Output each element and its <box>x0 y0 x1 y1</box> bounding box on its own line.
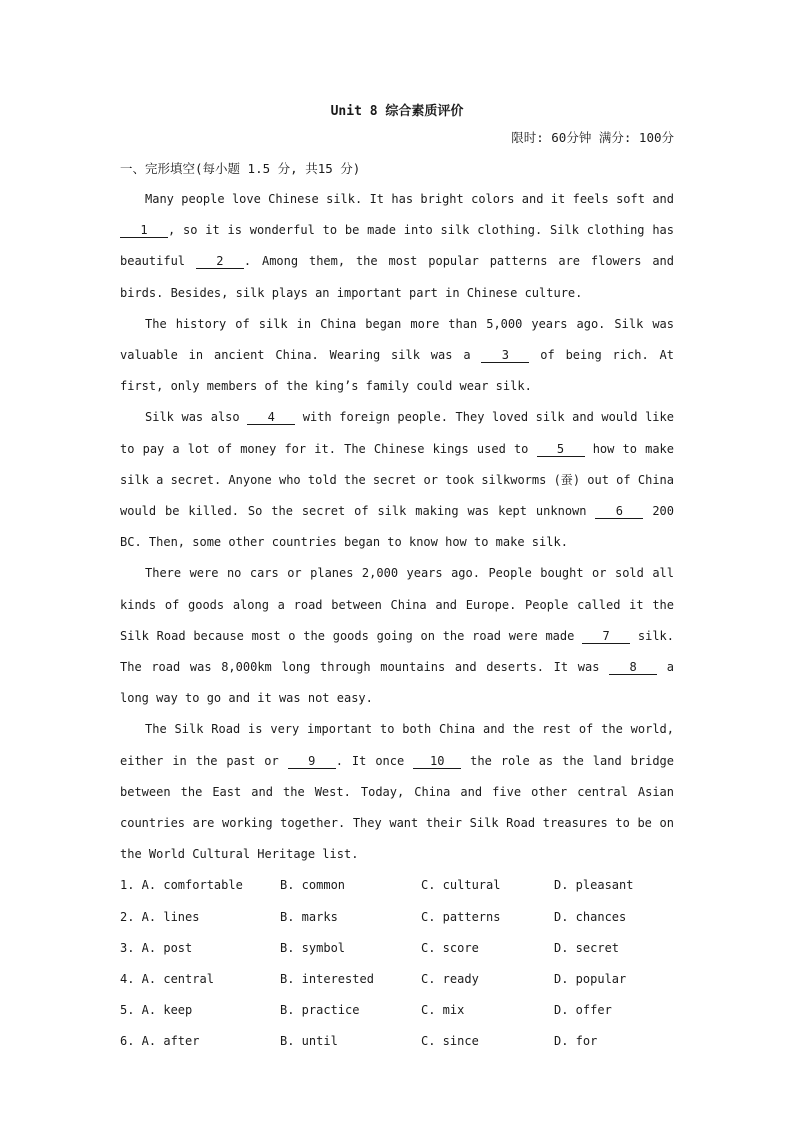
document-page <box>120 100 674 1058</box>
blank-8: 8 <box>609 660 657 675</box>
blank-2: 2 <box>196 254 244 269</box>
question-options-row <box>120 995 674 1026</box>
option-d: D. pleasant <box>554 878 634 893</box>
passage-paragraph-3 <box>120 402 674 558</box>
option-c: C. cultural <box>421 878 501 893</box>
page-title: Unit 8 综合素质评价 <box>330 104 464 119</box>
passage-text: The Silk Road is very important to both China and the rest of the world, either in the past or <box>120 722 674 768</box>
blank-1: 1 <box>120 223 168 238</box>
passage-text: how to make silk a secret. Anyone who told the secret or took silkworms (蚕) out of China would be killed. So the secret of silk making was kept unknown <box>120 441 675 519</box>
passage-paragraph-5 <box>120 714 674 870</box>
question-options-row <box>120 1026 674 1057</box>
blank-4: 4 <box>247 410 295 425</box>
option-b: B. practice <box>280 1003 360 1018</box>
option-b: B. marks <box>280 909 338 924</box>
option-a: 6. A. after <box>120 1034 200 1049</box>
option-a: 5. A. keep <box>120 1003 193 1018</box>
passage-text: Many people love Chinese silk. It has bright colors and it feels soft and <box>145 192 674 206</box>
passage-text: Silk was also <box>145 410 248 425</box>
passage-text: of being rich. At first, only members of the king’s family could wear silk. <box>120 348 674 394</box>
passage-text: a long way to go and it was not easy. <box>120 660 675 706</box>
option-b: B. interested <box>280 972 374 987</box>
option-d: D. offer <box>554 1003 612 1018</box>
passage-text: There were no cars or planes 2,000 years ago. People bought or sold all kinds of goods along a road between China and Europe. People called it the Silk Road because most o the goods going on the road were made <box>120 566 674 643</box>
option-d: D. chances <box>554 909 627 924</box>
question-options-row <box>120 902 674 933</box>
time-score-info: 限时: 60分钟 满分: 100分 <box>511 130 674 145</box>
section-heading: 一、完形填空(每小题 1.5 分, 共15 分) <box>120 161 361 176</box>
passage-text: the role as the land bridge between the East and the West. Today, China and five other central Asian countries are working together. They want their Silk Road treasures to be on the World Cultural Heritage list. <box>120 753 674 862</box>
blank-10: 10 <box>413 754 461 769</box>
option-d: D. popular <box>554 972 627 987</box>
passage-text: The history of silk in China began more than 5,000 years ago. Silk was valuable in ancient China. Wearing silk was a <box>120 316 674 363</box>
blank-6: 6 <box>595 504 643 519</box>
passage-text: . It once <box>335 753 414 768</box>
option-c: C. score <box>421 940 479 955</box>
blank-9: 9 <box>288 754 336 769</box>
passage-text: silk. The road was 8,000km long through mountains and deserts. It was <box>120 628 674 675</box>
option-b: B. common <box>280 878 346 893</box>
option-a: 4. A. central <box>120 972 214 987</box>
blank-7: 7 <box>582 629 630 644</box>
passage-text: with foreign people. They loved silk and would like to pay a lot of money for it. The Chinese kings used to <box>120 410 674 456</box>
passage-paragraph-4 <box>120 558 674 714</box>
option-c: C. since <box>421 1034 479 1049</box>
option-d: D. for <box>554 1034 598 1049</box>
option-a: 3. A. post <box>120 940 193 955</box>
option-d: D. secret <box>554 940 620 955</box>
question-options-row <box>120 870 674 901</box>
passage-text: , so it is wonderful to be made into silk clothing. Silk clothing has beautiful <box>120 223 674 269</box>
option-c: C. patterns <box>421 909 501 924</box>
option-c: C. ready <box>421 972 479 987</box>
passage-paragraph-1 <box>120 184 674 309</box>
option-b: B. until <box>280 1034 338 1049</box>
answer-options-list <box>120 870 674 1057</box>
question-options-row <box>120 933 674 964</box>
option-a: 1. A. comfortable <box>120 878 243 893</box>
blank-5: 5 <box>537 442 585 457</box>
passage-text: 200 BC. Then, some other countries began to know how to make silk. <box>120 504 674 550</box>
blank-3: 3 <box>481 348 529 363</box>
passage-text: . Among them, the most popular patterns are flowers and birds. Besides, silk plays an important part in Chinese culture. <box>120 254 674 300</box>
passage-paragraph-2 <box>120 309 674 403</box>
option-a: 2. A. lines <box>120 909 200 924</box>
option-b: B. symbol <box>280 940 346 955</box>
question-options-row <box>120 964 674 995</box>
option-c: C. mix <box>421 1003 465 1018</box>
